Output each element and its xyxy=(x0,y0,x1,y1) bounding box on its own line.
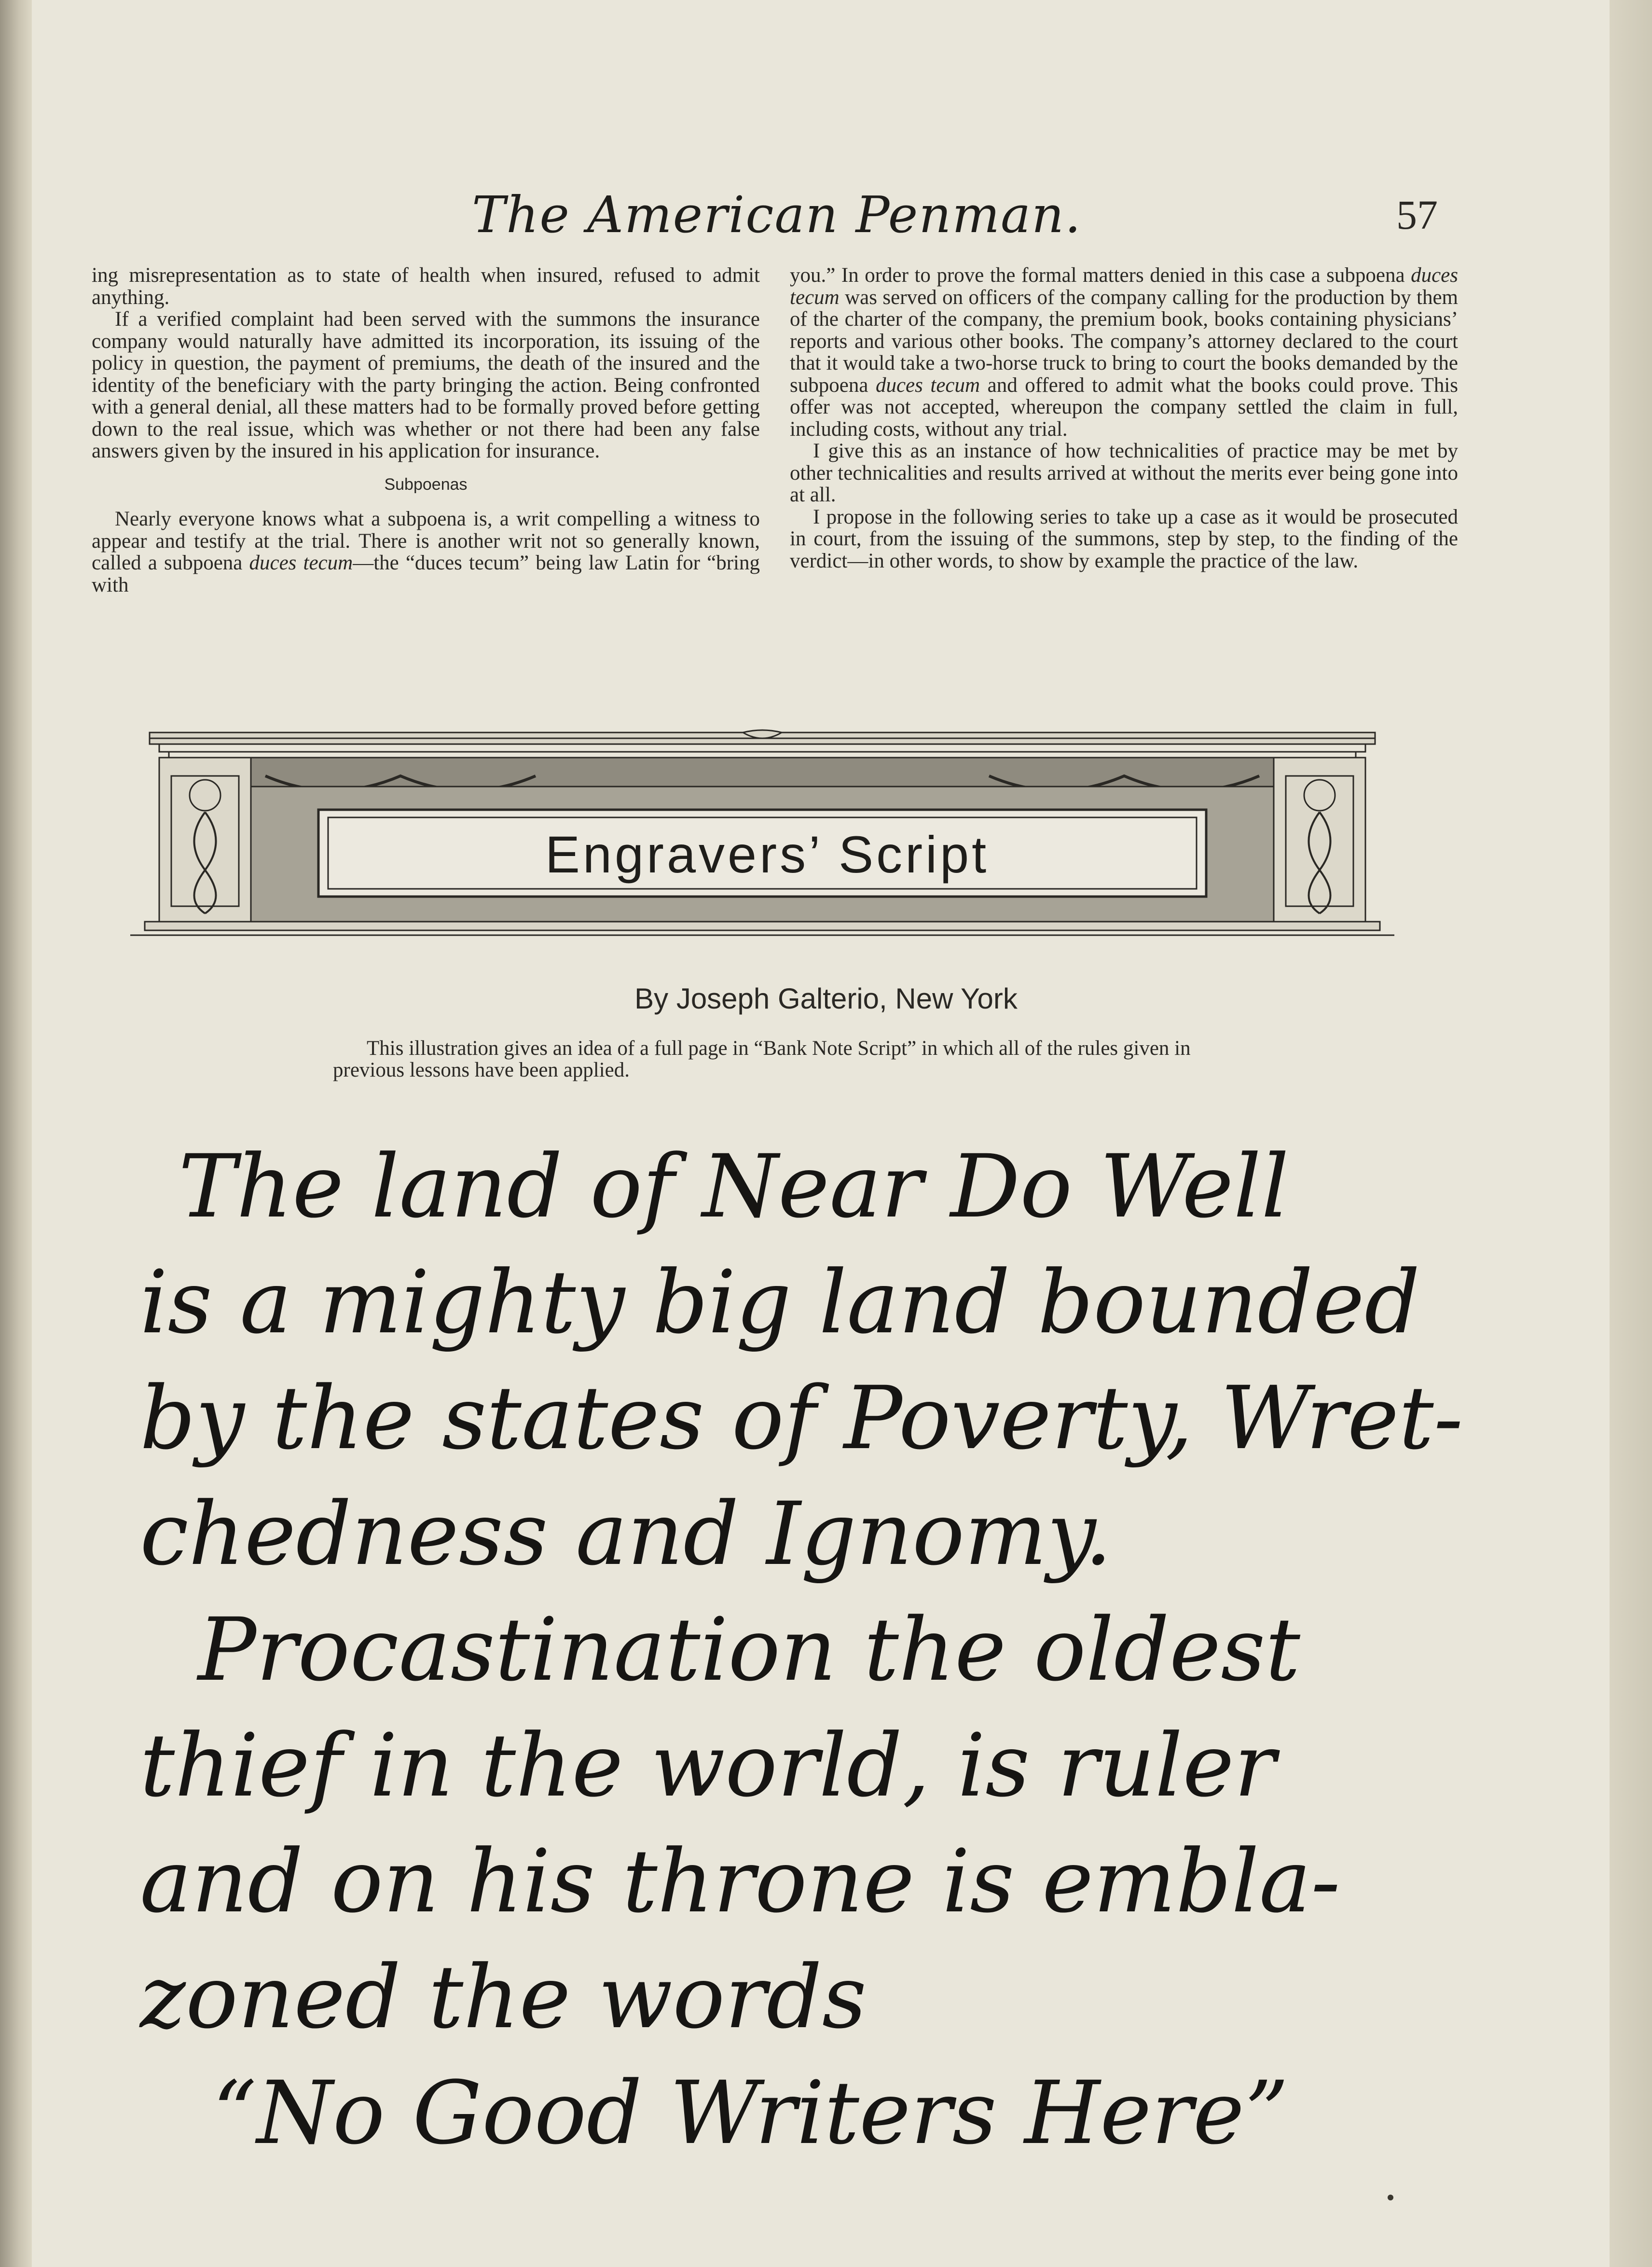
script-line: thief in the world, is ruler xyxy=(140,1715,1276,1816)
paragraph: I propose in the following series to take up a case as it would be prosecuted in court, from the issuing of the summons, step by step, to the finding of the verdict—in other words, to show by example the practice of the law. xyxy=(790,505,1458,572)
engravers-script-specimen xyxy=(140,1110,1472,2249)
paragraph: If a verified complaint had been served with the summons the insurance company would naturally have admitted its incorporation, its issuing of the policy in question, the payment of premiums, the death of the insured and the identity of the beneficiary with the party bringing the action. Being confronted with a general denial, all these matters had to be formally proved before getting down to the real issue, which was whether or not there had been any false answers given by the insured in his application for insurance. xyxy=(92,308,760,462)
paragraph: you.” In order to prove the formal matters denied in this case a subpoena duces tecum was served on officers of the company calling for the production by them of the charter of the company, the premium book, books containing physicians’ reports and various other books. The company’s attorney declared to the court that it would take a two-horse truck to bring to court the books demanded by the subpoena duces tecum and offered to admit what the books could prove. This offer was not accepted, whereupon the company settled the claim in full, including costs, without any trial. xyxy=(790,264,1459,441)
page-header xyxy=(289,179,1438,251)
script-line: “No Good Writers Here” xyxy=(212,2063,1289,2164)
section-subheading: Subpoenas xyxy=(384,475,468,494)
banner-title: Engravers’ Script xyxy=(545,825,990,884)
script-line: and on his throne is embla- xyxy=(140,1831,1340,1932)
page-number: 57 xyxy=(1396,192,1438,238)
page-binding-shadow xyxy=(0,0,32,2267)
script-line: The land of Near Do Well xyxy=(179,1136,1289,1237)
ink-dot xyxy=(1388,2195,1393,2200)
page-edge xyxy=(1610,0,1652,2267)
caption-text: This illustration gives an idea of a full page in “Bank Note Script” in which all of the rules given in previous lessons have been applied. xyxy=(333,1037,1191,1081)
article-column-right xyxy=(790,264,1458,572)
article-byline: By Joseph Galterio, New York xyxy=(634,982,1018,1015)
script-line: is a mighty big land bounded xyxy=(140,1252,1420,1353)
masthead-title: The American Penman. xyxy=(472,185,1082,244)
paragraph: I give this as an instance of how technicalities of practice may be met by other technicalities and results arrived at without the merits ever being gone into at all. xyxy=(790,440,1458,506)
paragraph: Nearly everyone knows what a subpoena is, a writ compelling a witness to appear and testify at the trial. There is another writ not so generally known, called a subpoena duces tecum—the “duces tecum” being law Latin for “bring with xyxy=(92,508,760,596)
illustration-caption xyxy=(333,1037,1259,1081)
script-line: chedness and Ignomy. xyxy=(140,1484,1112,1585)
engravers-script-banner xyxy=(130,723,1394,945)
script-line: by the states of Poverty, Wret- xyxy=(140,1368,1463,1469)
script-line: zoned the words xyxy=(140,1947,867,2048)
script-line: Procastination the oldest xyxy=(198,1600,1300,1700)
paragraph: ing misrepresentation as to state of health when insured, refused to admit anything. xyxy=(92,264,760,309)
article-column-left xyxy=(92,264,760,596)
